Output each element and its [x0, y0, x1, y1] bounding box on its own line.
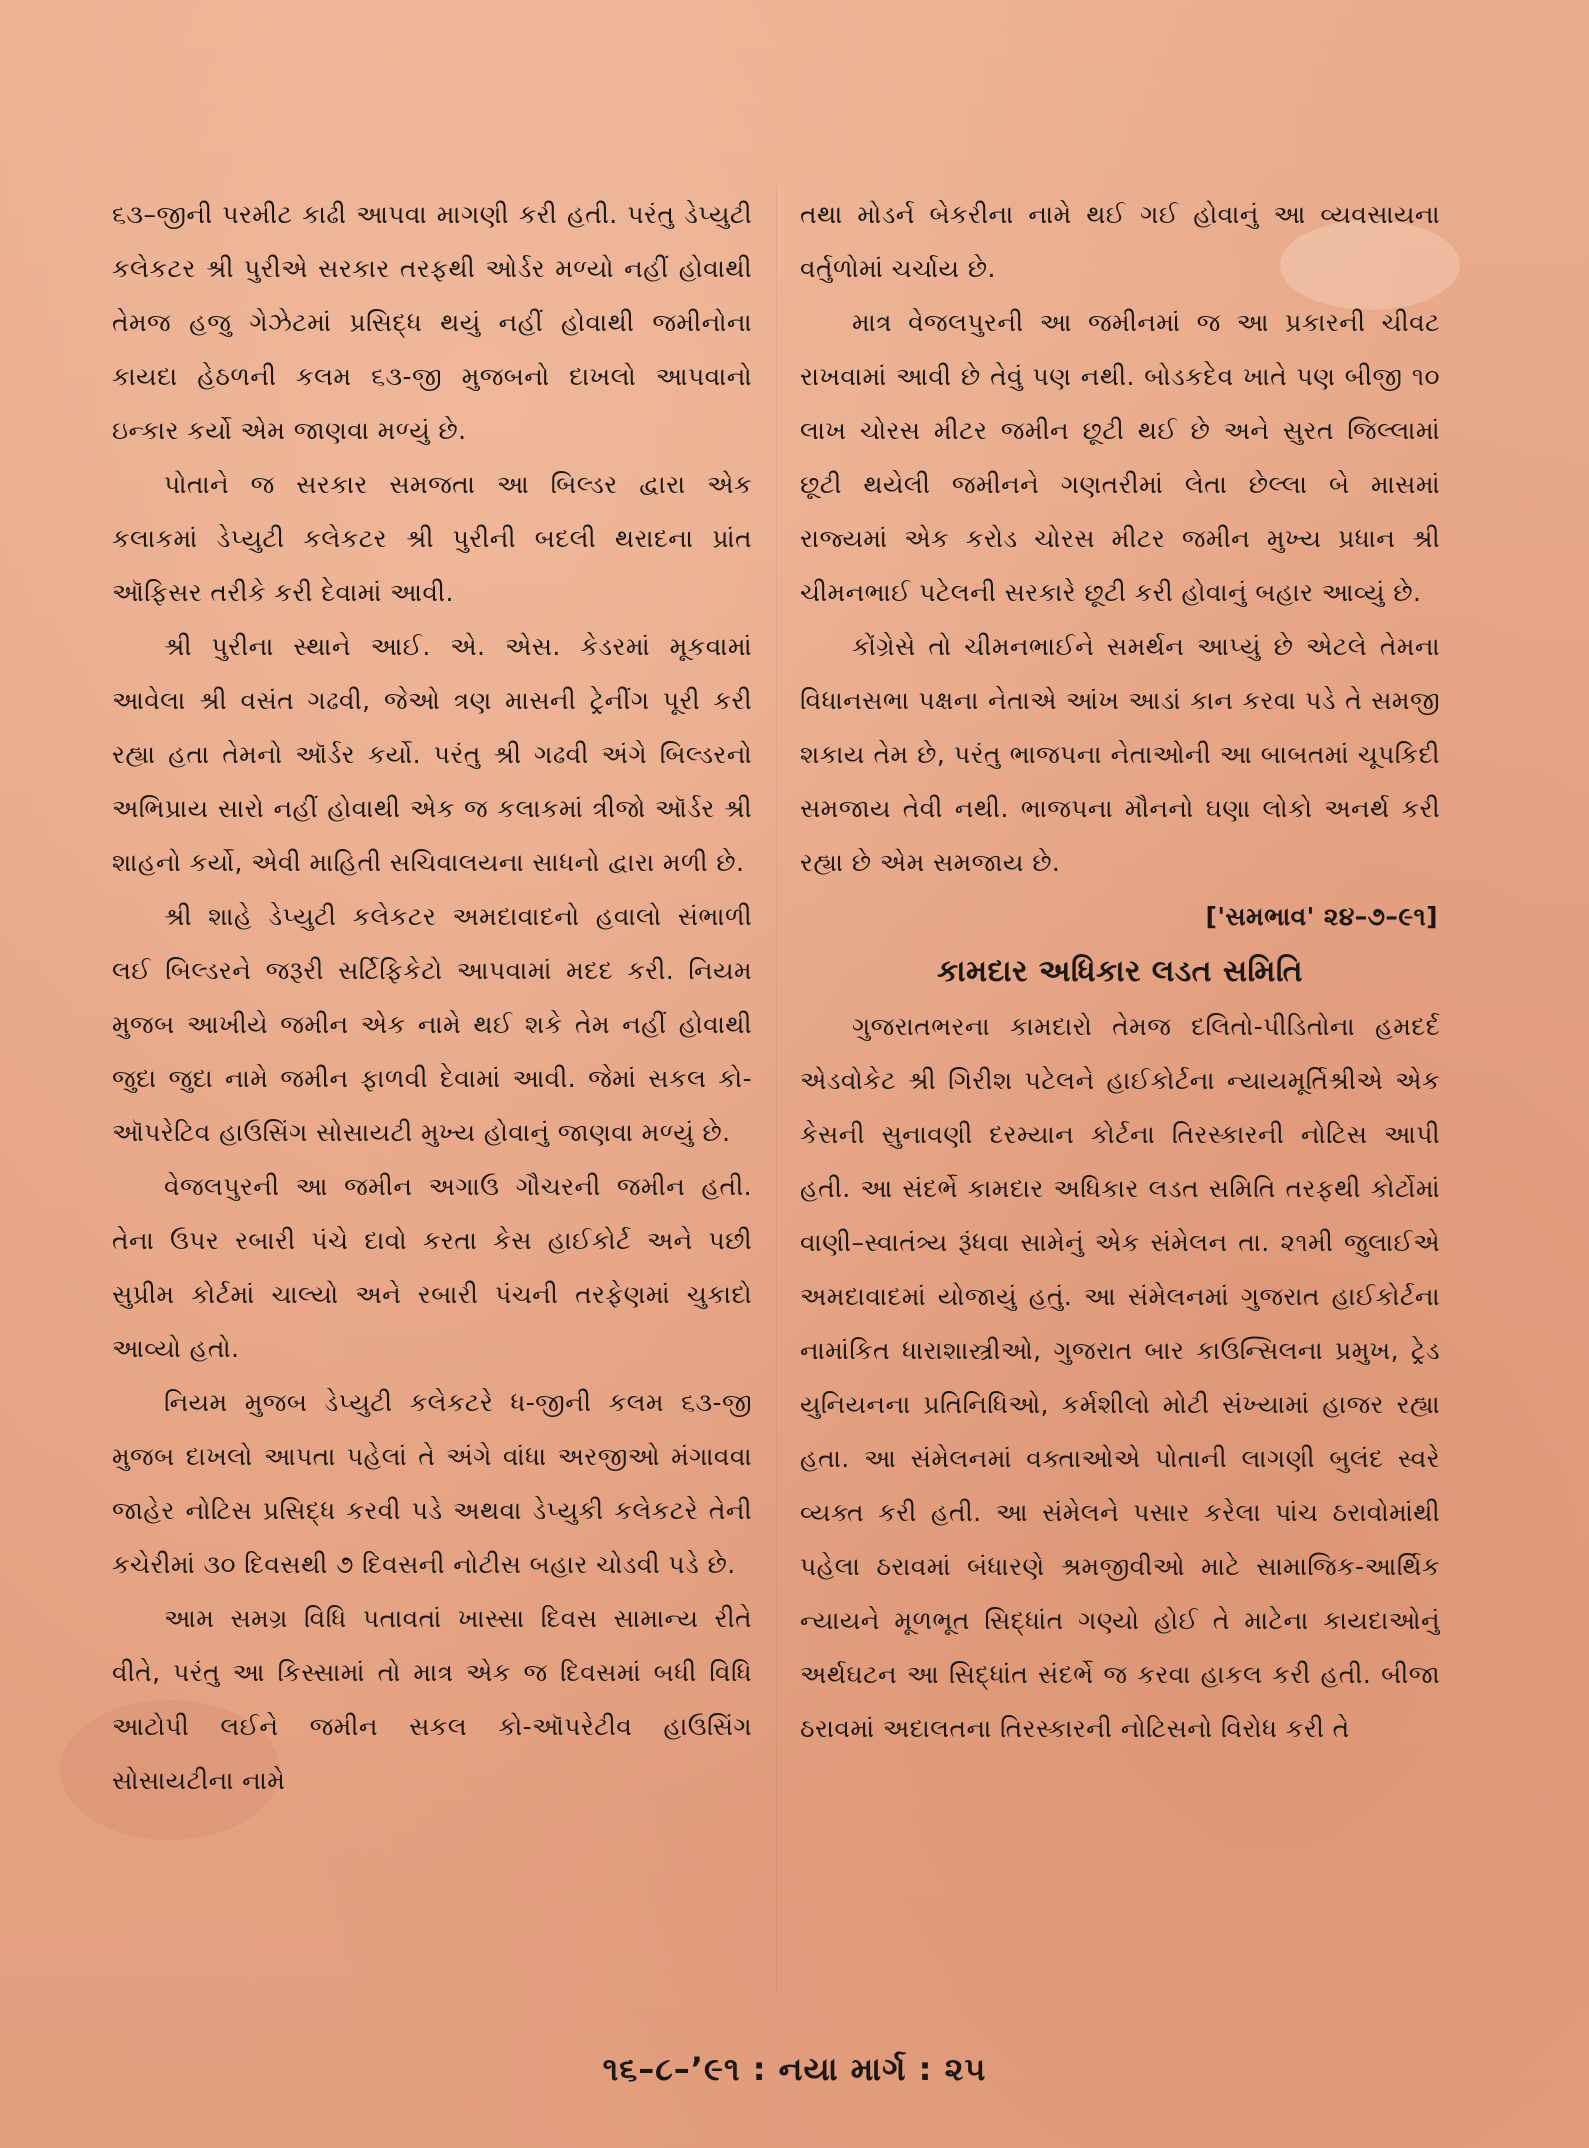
left-paragraph: શ્રી શાહે ડેપ્યુટી કલેકટર અમદાવાદનો હવાલો સંભાળી લઈ બિલ્ડરને જરૂરી સર્ટિફિકેટો આપવામાં મદદ કરી. નિયમ મુજબ આખીયે જમીન એક નામે થઈ શકે તેમ નહીં હોવાથી જુદા જુદા નામે જમીન ફાળવી દેવામાં આવી. જેમાં સકલ કો-ઑપરેટિવ હાઉસિંગ સોસાયટી મુખ્ય હોવાનું જાણવા મળ્યું છે.	[112, 902, 752, 1147]
right-paragraph: કોંગ્રેસે તો ચીમનભાઈને સમર્થન આપ્યું છે એટલે તેમના વિધાનસભા પક્ષના નેતાએ આંખ આડાં કાન કરવા પડે તે સમજી શકાય તેમ છે, પરંતુ ભાજપના નેતાઓની આ બાબતમાં ચૂપકિદી સમજાય તેવી નથી. ભાજપના મૌનનો ઘણા લોકો અનર્થ કરી રહ્યા છે એમ સમજાય છે.	[800, 632, 1440, 877]
left-paragraph: નિયમ મુજબ ડેપ્યુટી કલેકટરે ધ-જીની કલમ ૬૩-જી મુજબ દાખલો આપતા પહેલાં તે અંગે વાંધા અરજીઓ મંગાવવા જાહેર નોટિસ પ્રસિદ્ધ કરવી પડે અથવા ડેપ્યુકી કલેકટરે તેની કચેરીમાં ૩૦ દિવસથી ૭ દિવસની નોટીસ બહાર ચોડવી પડે છે.	[112, 1388, 752, 1579]
page-footer: ૧૬–૮–’૯૧ : નયા માર્ગ : ૨૫	[602, 2050, 987, 2088]
source-citation: ['સમભાવ' ૨૪–૭–૯૧]	[1205, 902, 1438, 931]
left-paragraph: વેજલપુરની આ જમીન અગાઉ ગૌચરની જમીન હતી. તેના ઉપર રબારી પંચે દાવો કરતા કેસ હાઈકોર્ટ અને પછી સુપ્રીમ કોર્ટમાં ચાલ્યો અને રબારી પંચની તરફેણમાં ચુકાદો આવ્યો હતો.	[112, 1172, 752, 1363]
left-paragraph: પોતાને જ સરકાર સમજતા આ બિલ્ડર દ્વારા એક કલાકમાં ડેપ્યુટી કલેકટર શ્રી પુરીની બદલી થરાદના પ્રાંત ઑફિસર તરીકે કરી દેવામાં આવી.	[112, 470, 752, 607]
section-heading: કામદાર અધિકાર લડત સમિતિ	[937, 954, 1303, 989]
column-divider	[776, 185, 777, 1995]
left-paragraph: આમ સમગ્ર વિધિ પતાવતાં ખાસ્સા દિવસ સામાન્ય રીતે વીતે, પરંતુ આ કિસ્સામાં તો માત્ર એક જ દિવસમાં બધી વિધિ આટોપી લઈને જમીન સકલ કો-ઑપરેટીવ હાઉસિંગ સોસાયટીના નામે	[112, 1604, 752, 1795]
right-paragraph: માત્ર વેજલપુરની આ જમીનમાં જ આ પ્રકારની ચીવટ રાખવામાં આવી છે તેવું પણ નથી. બોડકદેવ ખાતે પણ બીજી ૧૦ લાખ ચોરસ મીટર જમીન છૂટી થઈ છે અને સુરત જિલ્લામાં છૂટી થયેલી જમીનને ગણતરીમાં લેતા છેલ્લા બે માસમાં રાજ્યમાં એક કરોડ ચોરસ મીટર જમીન મુખ્ય પ્રધાન શ્રી ચીમનભાઈ પટેલની સરકારે છૂટી કરી હોવાનું બહાર આવ્યું છે.	[800, 308, 1440, 607]
right-paragraph: તથા મોડર્ન બેકરીના નામે થઈ ગઈ હોવાનું આ વ્યવસાયના વર્તુળોમાં ચર્ચાય છે.	[800, 200, 1440, 283]
left-paragraph: શ્રી પુરીના સ્થાને આઈ. એ. એસ. કેડરમાં મૂકવામાં આવેલા શ્રી વસંત ગઢવી, જેઓ ત્રણ માસની ટ્રેનીંગ પૂરી કરી રહ્યા હતા તેમનો ઑર્ડર કર્યો. પરંતુ શ્રી ગઢવી અંગે બિલ્ડરનો અભિપ્રાય સારો નહીં હોવાથી એક જ કલાકમાં ત્રીજો ઑર્ડર શ્રી શાહનો કર્યો, એવી માહિતી સચિવાલયના સાધનો દ્વારા મળી છે.	[112, 632, 752, 877]
right-paragraph: ગુજરાતભરના કામદારો તેમજ દલિતો-પીડિતોના હમદર્દ એડવોકેટ શ્રી ગિરીશ પટેલને હાઈકોર્ટના ન્યાયમૂર્તિશ્રીએ એક કેસની સુનાવણી દરમ્યાન કોર્ટના તિરસ્કારની નોટિસ આપી હતી. આ સંદર્ભે કામદાર અધિકાર લડત સમિતિ તરફથી કોર્ટોમાં વાણી–સ્વાતંત્ર્ય રૂંધવા સામેનું એક સંમેલન તા. ૨૧મી જુલાઈએ અમદાવાદમાં યોજાયું હતું. આ સંમેલનમાં ગુજરાત હાઈકોર્ટના નામાંકિત ધારાશાસ્ત્રીઓ, ગુજરાત બાર કાઉન્સિલના પ્રમુખ, ટ્રેડ યુનિયનના પ્રતિનિધિઓ, કર્મશીલો મોટી સંખ્યામાં હાજર રહ્યા હતા. આ સંમેલનમાં વક્તાઓએ પોતાની લાગણી બુલંદ સ્વરે વ્યક્ત કરી હતી. આ સંમેલને પસાર કરેલા પાંચ ઠરાવોમાંથી પહેલા ઠરાવમાં બંધારણે શ્રમજીવીઓ માટે સામાજિક-આર્થિક ન્યાયને મૂળભૂત સિદ્ધાંત ગણ્યો હોઈ તે માટેના કાયદાઓનું અર્થઘટન આ સિદ્ધાંત સંદર્ભે જ કરવા હાકલ કરી હતી. બીજા ઠરાવમાં અદાલતના તિરસ્કારની નોટિસનો વિરોધ કરી તે	[800, 1012, 1440, 1743]
right-column	[800, 188, 1440, 1756]
left-paragraph: ૬૩–જીની પરમીટ કાઢી આપવા માગણી કરી હતી. પરંતુ ડેપ્યુટી કલેકટર શ્રી પુરીએ સરકાર તરફથી ઓર્ડર મળ્યો નહીં હોવાથી તેમજ હજુ ગેઝેટમાં પ્રસિદ્ધ થયું નહીં હોવાથી જમીનોના કાયદા હેઠળની કલમ ૬૩-જી મુજબનો દાખલો આપવાનો ઇન્કાર કર્યો એમ જાણવા મળ્યું છે.	[112, 200, 752, 445]
left-column	[112, 188, 752, 1808]
